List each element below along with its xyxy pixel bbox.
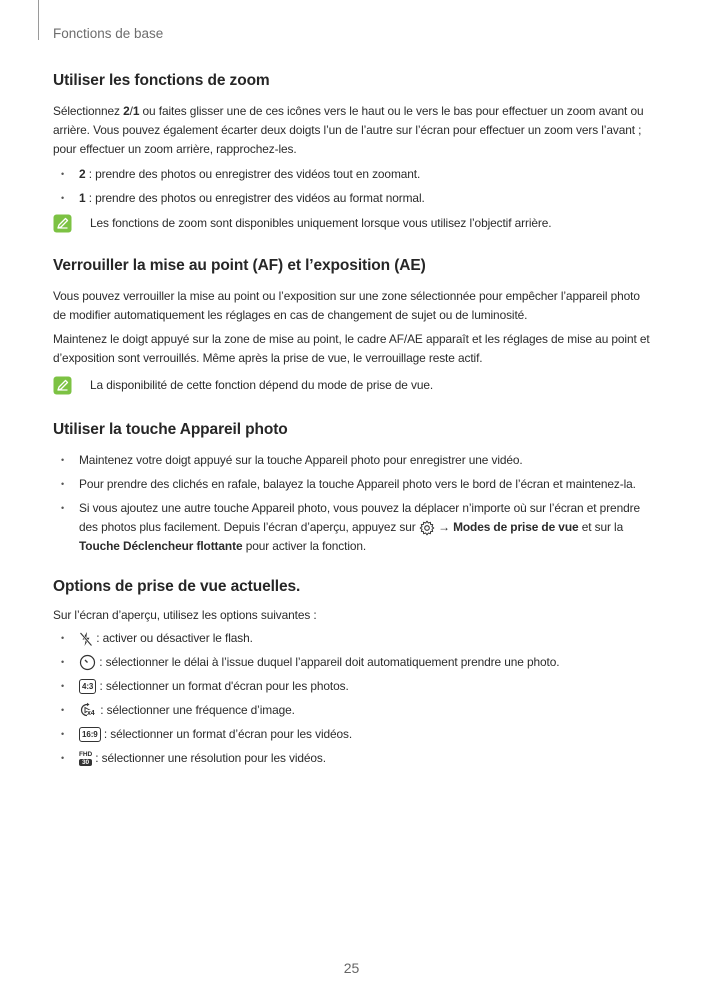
zoom-bullets — [53, 165, 653, 208]
zoom-intro: Sélectionnez 2/1 ou faites glisser une de ces icônes vers le haut ou le vers le bas pour effectuer un zoom avant ou arrière. Vous pouvez également écarter deux doigts l’un de l’autre sur l’écran pour effectuer un zoom vers l’avant ; pour effectuer un zoom arrière, rapprochez-les. — [53, 104, 644, 156]
option-video-resolution: • FHD 30 : sélectionner une résolution pour les vidéos. — [53, 749, 653, 768]
option-video-ratio: • 16:9 : sélectionner un format d’écran pour les vidéos. — [53, 725, 653, 744]
option-timer: • : sélectionner le délai à l’issue duquel l’appareil doit automatiquement prendre une photo. — [53, 653, 653, 672]
button-bullets — [53, 451, 653, 556]
lock-para-2: Maintenez le doigt appuyé sur la zone de mise au point, le cadre AF/AE apparaît et les réglages de mise au point et d’exposition sont verrouillés. Même après la prise de vue, le verrouillage reste actif. — [53, 332, 650, 365]
timer-icon — [79, 654, 96, 671]
lock-para-1: Vous pouvez verrouiller la mise au point ou l’exposition sur une zone sélectionnée pour empêcher l’appareil photo de modifier automatiquement les réglages en cas de changement de sujet ou de luminosité. — [53, 289, 640, 322]
zoom-note-text: Les fonctions de zoom sont disponibles uniquement lorsque vous utilisez l’objectif arrière. — [90, 216, 552, 230]
header-title: Fonctions de base — [53, 26, 164, 41]
option-photo-ratio: • 4:3 : sélectionner un format d'écran pour les photos. — [53, 677, 653, 696]
lock-heading: Verrouiller la mise au point (AF) et l’exposition (AE) — [53, 257, 426, 274]
flash-off-icon — [79, 631, 93, 647]
note-icon — [53, 376, 72, 395]
header-rule — [38, 0, 39, 40]
button-bullet-3: • Si vous ajoutez une autre touche Appareil photo, vous pouvez la déplacer n’importe où sur l’écran et prendre des photos plus facilement. Depuis l’écran d’aperçu, appuyez sur → Modes de prise de vue et sur la Touche Déclencheur flottante pour activer la fonction. — [53, 499, 653, 556]
options-list — [53, 629, 653, 768]
lock-note-text: La disponibilité de cette fonction dépend du mode de prise de vue. — [90, 378, 434, 392]
option-flash: • : activer ou désactiver le flash. — [53, 629, 653, 648]
options-intro: Sur l’écran d’aperçu, utilisez les options suivantes : — [53, 608, 317, 622]
page-number: 25 — [343, 960, 360, 976]
button-heading: Utiliser la touche Appareil photo — [53, 421, 288, 438]
lock-note — [53, 376, 653, 395]
options-heading: Options de prise de vue actuelles. — [53, 578, 301, 595]
zoom-heading: Utiliser les fonctions de zoom — [53, 72, 270, 89]
button-bullet-2: • Pour prendre des clichés en rafale, balayez la touche Appareil photo vers le bord de l’écran et maintenez-la. — [53, 475, 653, 494]
ratio-4-3-icon: 4:3 — [79, 679, 96, 694]
resolution-icon: • FHD 30 — [79, 751, 93, 767]
note-icon — [53, 214, 72, 233]
zoom-note — [53, 214, 653, 233]
option-frame-rate: • x4 : sélectionner une fréquence d’image. — [53, 701, 653, 720]
ratio-16-9-icon: 16:9 — [79, 727, 101, 742]
zoom-bullet-1x: • 1 : prendre des photos ou enregistrer des vidéos au format normal. — [53, 189, 653, 208]
button-bullet-1: • Maintenez votre doigt appuyé sur la touche Appareil photo pour enregistrer une vidéo. — [53, 451, 653, 470]
frame-rate-icon: • x4 — [79, 702, 97, 719]
settings-gear-icon — [419, 520, 435, 536]
page-content — [53, 72, 653, 768]
zoom-bullet-2x: • 2 : prendre des photos ou enregistrer des vidéos tout en zoomant. — [53, 165, 653, 184]
